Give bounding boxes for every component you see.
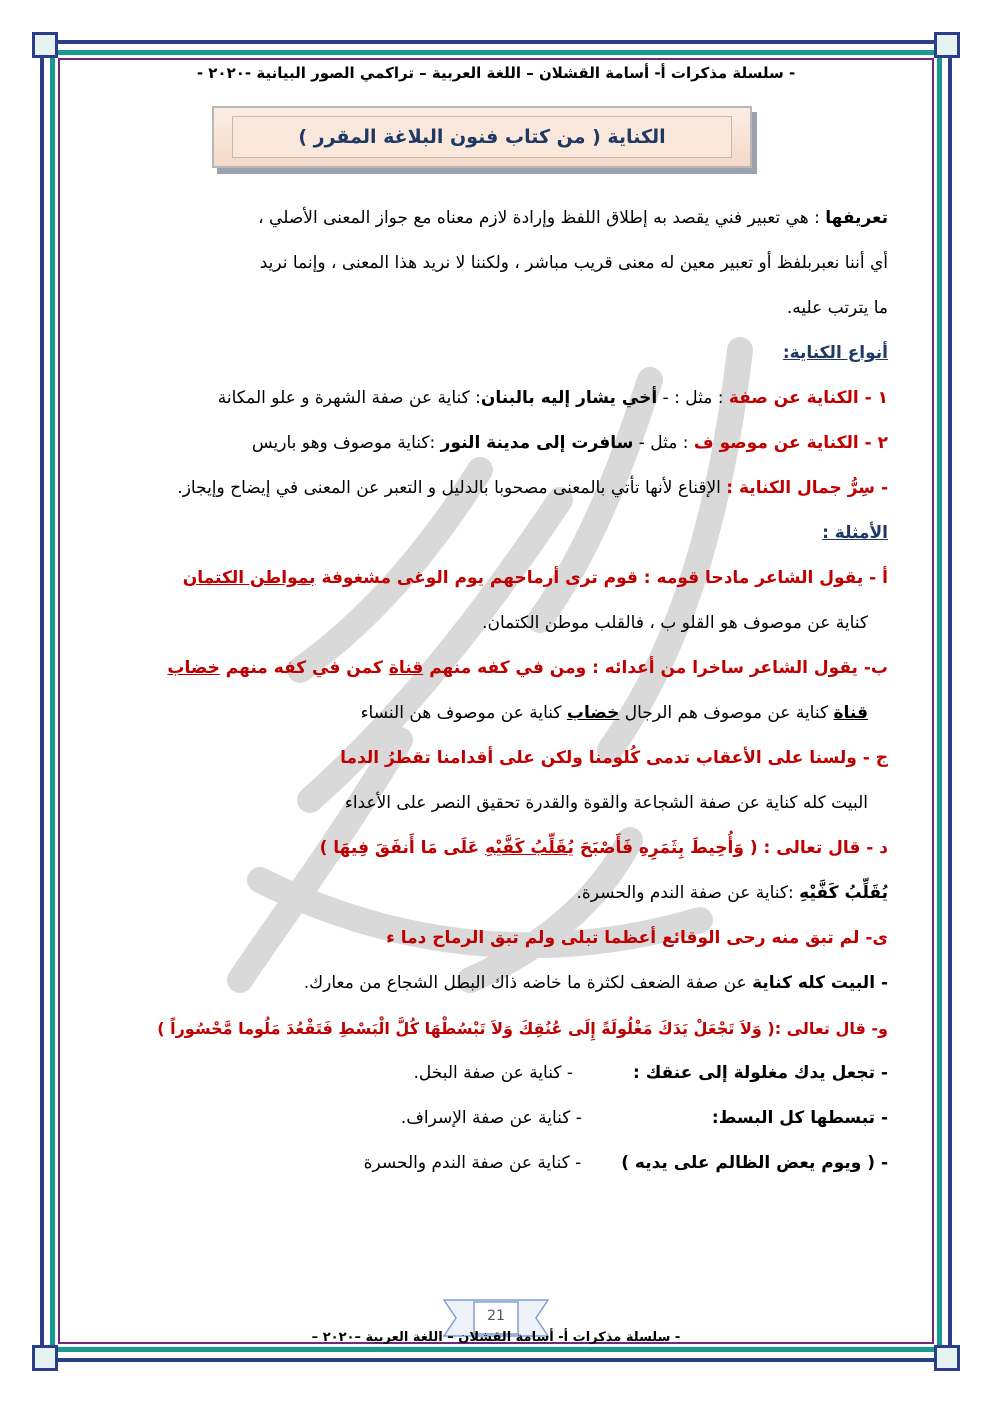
definition-line-3: ما يترتب عليه. <box>786 298 888 318</box>
page-title: الكناية ( من كتاب فنون البلاغة المقرر ) <box>232 116 732 158</box>
example-c: ج - ولسنا على الأعقاب تدمى كُلومنا ولكن على أقدامنا تقطرُ الدما <box>340 748 888 768</box>
definition-label: تعريفها <box>825 208 888 228</box>
example-b-note: قناة كناية عن موصوف هم الرجال خضاب كناية عن موصوف هن النساء <box>360 703 868 723</box>
types-heading: أنواع الكناية: <box>782 343 888 363</box>
definition-line-2: أي أننا نعبربلفظ أو تعبير معين له معنى قريب مباشر ، ولكننا لا نريد هذا المعنى ، وإنما نريد <box>259 253 888 273</box>
example-a: أ - يقول الشاعر مادحا قومه : قوم ترى أرماحهم يوم الوغى مشغوفة بمواطن الكتمان <box>182 568 888 588</box>
type-1: ١ - الكناية عن صفة : مثل : - أخي يشار إليه بالبنان: كناية عن صفة الشهرة و علو المكانة <box>217 388 888 408</box>
example-d: د - قال تعالى : ( وَأُحِيطَ بِثَمَرِهِ فَأَصْبَحَ يُقَلِّبُ كَفَّيْهِ عَلَى مَا أَنفَقَ فِيهَا ) <box>319 838 888 858</box>
content <box>104 196 888 1186</box>
example-f-item-3: - ( ويوم يعض الظالم على يديه )- كناية عن صفة الندم والحسرة <box>363 1153 888 1173</box>
example-e-note: - البيت كله كناية عن صفة الضعف لكثرة ما خاضه ذاك البطل الشجاع من معارك. <box>303 973 888 993</box>
example-a-note: كناية عن موصوف هو القلو ب ، فالقلب موطن الكتمان. <box>482 613 868 633</box>
example-f-item-2: - تبسطها كل البسط:- كناية عن صفة الإسراف. <box>400 1108 888 1128</box>
example-f-item-1: - تجعل يدك مغلولة إلى عنقك :- كناية عن صفة البخل. <box>413 1063 888 1083</box>
example-e: ى- لم تبق منه رحى الوقائع أعظما تبلى ولم تبق الرماح دما ء <box>386 928 888 948</box>
corner-ornament-icon <box>32 1345 58 1371</box>
corner-ornament-icon <box>934 32 960 58</box>
corner-ornament-icon <box>934 1345 960 1371</box>
page-number: 21 <box>487 1308 505 1324</box>
type-2: ٢ - الكناية عن موصو ف : مثل - سافرت إلى مدينة النور :كناية موصوف وهو باريس <box>251 433 888 453</box>
example-b: ب- يقول الشاعر ساخرا من أعدائه : ومن في كفه منهم قناة كمن في كفه منهم خضاب <box>167 658 888 678</box>
example-c-note: البيت كله كناية عن صفة الشجاعة والقوة والقدرة تحقيق النصر على الأعداء <box>344 793 868 813</box>
corner-ornament-icon <box>32 32 58 58</box>
page-footer: - سلسلة مذكرات أ- أسامة القشلان – اللغة العربية –٢٠٢٠ – <box>311 1330 681 1345</box>
definition-line-1: تعريفها : هي تعبير فني يقصد به إطلاق اللفظ وإرادة لازم معناه مع جواز المعنى الأصلي ، <box>258 208 888 228</box>
example-d-note: يُقَلِّبُ كَفَّيْهِ :كناية عن صفة الندم والحسرة. <box>576 883 888 903</box>
title-box <box>212 106 752 168</box>
examples-heading: الأمثلة : <box>822 523 888 543</box>
page-header: - سلسلة مذكرات أ- أسامة القشلان – اللغة العربية – تراكمي الصور البيانية -٢٠٢٠ - <box>196 64 796 82</box>
example-f: و- قال تعالى :( وَلاَ تَجْعَلْ يَدَكَ مَغْلُولَةً إِلَى عُنُقِكَ وَلاَ تَبْسُطْهَا كُلَّ الْبَسْطِ فَتَقْعُدَ مَلُوما مَّحْسُوراً ) <box>157 1019 888 1038</box>
secret-of-beauty: - سِرُّ جمال الكناية : الإقناع لأنها تأتي بالمعنى مصحوبا بالدليل و التعبر عن المعنى في إيضاح وإيجاز. <box>177 478 888 498</box>
